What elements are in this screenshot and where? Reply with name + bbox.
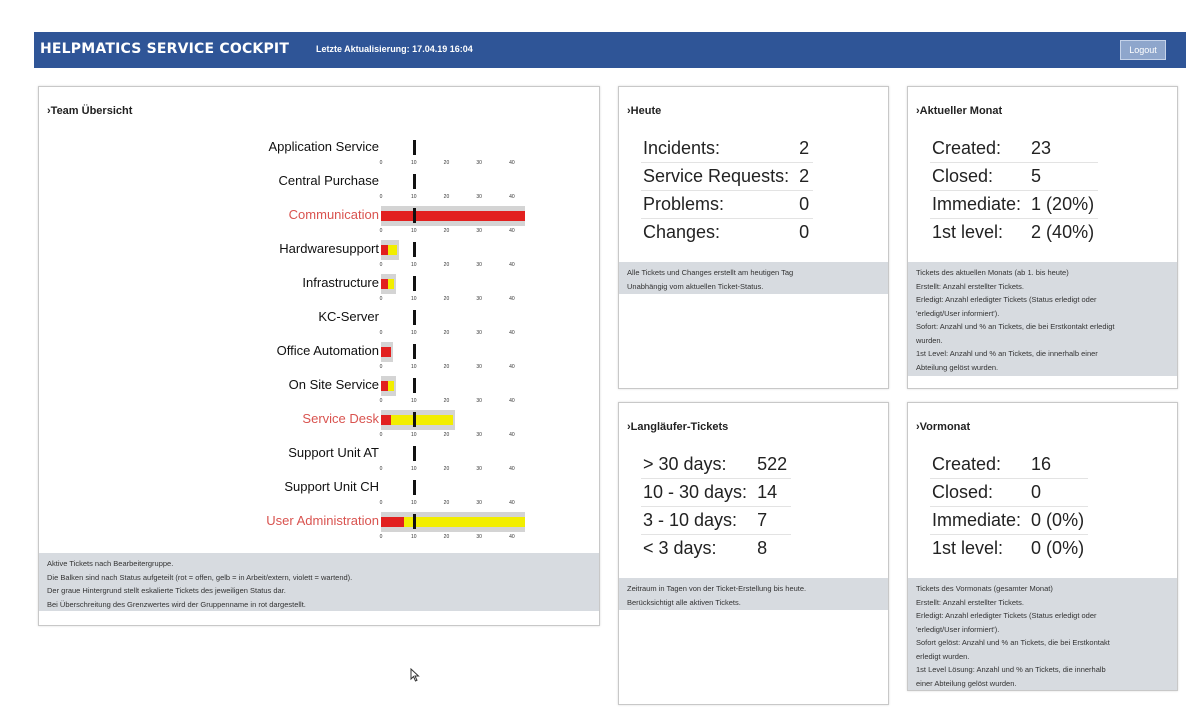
threshold-marker	[413, 174, 416, 189]
in-progress-tickets-bar	[404, 517, 525, 527]
previous-month-panel	[907, 402, 1178, 691]
team-name[interactable]: Service Desk	[302, 411, 379, 426]
team-row	[39, 339, 599, 373]
axis-tick-label: 30	[476, 296, 482, 302]
stat-row	[641, 479, 791, 507]
open-tickets-bar	[381, 415, 391, 425]
app-title: HELPMATICS SERVICE COCKPIT	[40, 41, 290, 57]
stat-row	[641, 535, 791, 563]
footer-line: 'erledigt/User informiert').	[916, 308, 1000, 318]
stat-label: Changes:	[643, 222, 721, 242]
stat-value: 0	[793, 191, 813, 219]
axis-tick-label: 40	[509, 296, 515, 302]
axis-tick-label: 30	[476, 398, 482, 404]
axis-tick-label: 40	[509, 466, 515, 472]
axis-ticks	[381, 364, 525, 372]
threshold-marker	[413, 344, 416, 359]
footer-line: Sofort: Anzahl und % an Tickets, die bei Erstkontakt erledigt	[916, 322, 1115, 331]
footer-line: Erstellt: Anzahl erstellter Tickets.	[916, 281, 1024, 291]
stat-row	[641, 507, 791, 535]
stat-row	[641, 219, 813, 247]
team-name[interactable]: KC-Server	[318, 309, 379, 324]
team-overview-footer	[39, 553, 599, 611]
axis-tick-label: 20	[443, 500, 450, 506]
team-row	[39, 271, 599, 305]
stat-value: 2	[793, 163, 813, 191]
axis-tick-label: 40	[509, 500, 515, 506]
current-month-panel	[907, 86, 1178, 389]
axis-tick-label: 10	[410, 228, 417, 234]
axis-tick-label: 20	[443, 228, 450, 234]
stat-label: Immediate:	[930, 507, 1025, 535]
team-name[interactable]: Office Automation	[276, 343, 379, 358]
footer-line: Sofort gelöst: Anzahl und % an Tickets, die bei Erstkontakt	[916, 638, 1110, 647]
axis-ticks	[381, 296, 525, 304]
threshold-marker	[413, 480, 416, 495]
team-row	[39, 237, 599, 271]
stat-value: 1 (20%)	[1025, 191, 1098, 219]
stat-value: 0 (0%)	[1025, 507, 1088, 535]
long-runner-panel	[618, 402, 889, 705]
axis-tick-label: 30	[476, 330, 482, 336]
axis-tick-label: 20	[443, 432, 450, 438]
axis-ticks	[381, 262, 525, 270]
stat-label: 3 - 10 days:	[641, 507, 751, 535]
stat-value: 522	[751, 451, 791, 479]
axis-tick-label: 40	[509, 534, 515, 540]
team-name[interactable]: Support Unit CH	[284, 479, 379, 494]
in-progress-tickets-bar	[388, 279, 395, 289]
footer-line: Der graue Hintergrund stellt eskalierte Tickets des jeweiligen Status dar.	[47, 586, 286, 595]
team-bar-track	[381, 342, 525, 362]
axis-tick-label: 0	[379, 432, 383, 438]
team-bar-track	[381, 478, 525, 498]
team-name[interactable]: Infrastructure	[302, 275, 379, 290]
footer-line: Die Balken sind nach Status aufgeteilt (rot = offen, gelb = in Arbeit/extern, violett = wartend).	[47, 572, 353, 582]
axis-tick-label: 0	[379, 364, 383, 370]
stat-value: 7	[751, 507, 791, 535]
footer-line: 'erledigt/User informiert').	[916, 624, 1000, 634]
stat-value: 0	[799, 222, 810, 242]
team-bar-track	[381, 206, 525, 226]
open-tickets-bar	[381, 211, 525, 221]
team-name[interactable]: Central Purchase	[278, 173, 379, 188]
axis-tick-label: 30	[476, 500, 482, 506]
stat-label: Incidents:	[641, 135, 793, 163]
axis-tick-label: 30	[476, 364, 482, 370]
axis-tick-label: 40	[509, 398, 515, 404]
footer-line: Tickets des aktuellen Monats (ab 1. bis heute)	[916, 268, 1069, 277]
stat-row	[930, 163, 1098, 191]
stat-label: Problems:	[641, 191, 793, 219]
footer-line: Berücksichtigt alle aktiven Tickets.	[627, 597, 741, 607]
team-row	[39, 169, 599, 203]
team-bar-track	[381, 138, 525, 158]
threshold-marker	[413, 378, 416, 393]
axis-tick-label: 0	[379, 228, 383, 234]
team-bar-track	[381, 240, 525, 260]
axis-tick-label: 0	[379, 262, 383, 268]
axis-tick-label: 40	[509, 262, 515, 268]
mouse-cursor-icon	[410, 668, 420, 687]
team-name[interactable]: User Administration	[266, 513, 379, 528]
footer-line: Tickets des Vormonats (gesamter Monat)	[916, 584, 1053, 593]
current-month-title: ›Aktueller Monat	[916, 105, 1003, 117]
team-name[interactable]: Communication	[288, 207, 379, 222]
axis-ticks	[381, 432, 525, 440]
stat-label: < 3 days:	[643, 538, 717, 558]
axis-tick-label: 10	[410, 160, 417, 166]
axis-tick-label: 10	[410, 262, 417, 268]
team-row	[39, 305, 599, 339]
stat-label: Created:	[930, 451, 1025, 479]
stat-value: 2 (40%)	[1031, 222, 1095, 242]
stat-label: Immediate:	[930, 191, 1025, 219]
footer-line: Aktive Tickets nach Bearbeitergruppe.	[47, 559, 174, 568]
team-bar-track	[381, 410, 525, 430]
last-update-text: Letzte Aktualisierung: 17.04.19 16:04	[316, 44, 473, 54]
stat-label: Service Requests:	[641, 163, 793, 191]
threshold-marker	[413, 446, 416, 461]
stat-row	[930, 535, 1088, 563]
axis-tick-label: 10	[410, 330, 417, 336]
today-title: ›Heute	[627, 105, 662, 117]
team-name[interactable]: On Site Service	[288, 377, 379, 392]
stat-row	[641, 191, 813, 219]
team-overview-title: ›Team Übersicht	[47, 105, 133, 117]
threshold-marker	[413, 412, 416, 427]
axis-tick-label: 10	[410, 466, 417, 472]
axis-tick-label: 0	[379, 534, 383, 540]
footer-line: Erstellt: Anzahl erstellter Tickets.	[916, 597, 1024, 607]
stat-label: 1st level:	[932, 222, 1004, 242]
axis-tick-label: 20	[443, 330, 450, 336]
long-runner-title: ›Langläufer-Tickets	[627, 421, 729, 433]
axis-tick-label: 40	[509, 330, 515, 336]
team-row	[39, 475, 599, 509]
stat-label: > 30 days:	[641, 451, 751, 479]
previous-month-title: ›Vormonat	[916, 421, 971, 433]
footer-line: 1st Level Lösung: Anzahl und % an Tickets, die innerhalb	[916, 665, 1106, 674]
team-rows	[39, 135, 599, 545]
stat-row	[930, 479, 1088, 507]
axis-ticks	[381, 534, 525, 542]
team-bar-track	[381, 444, 525, 464]
axis-tick-label: 10	[410, 432, 417, 438]
footer-line: Erledigt: Anzahl erledigter Tickets (Status erledigt oder	[916, 611, 1097, 620]
previous-month-stats	[930, 451, 1088, 562]
footer-line: einer Abteilung gelöst wurden.	[916, 678, 1017, 688]
threshold-marker	[413, 208, 416, 223]
team-name[interactable]: Support Unit AT	[288, 445, 379, 460]
stat-value: 16	[1025, 451, 1088, 479]
axis-tick-label: 40	[509, 364, 515, 370]
axis-tick-label: 0	[379, 194, 383, 200]
current-month-stats	[930, 135, 1098, 246]
axis-tick-label: 20	[443, 534, 450, 540]
stat-label: 10 - 30 days:	[641, 479, 751, 507]
axis-tick-label: 0	[379, 160, 383, 166]
today-panel	[618, 86, 889, 389]
axis-tick-label: 30	[476, 228, 482, 234]
axis-tick-label: 0	[379, 500, 383, 506]
team-bar-track	[381, 308, 525, 328]
today-stats	[641, 135, 813, 246]
axis-tick-label: 20	[443, 296, 450, 302]
axis-tick-label: 0	[379, 398, 383, 404]
long-runner-footer	[619, 578, 888, 610]
in-progress-tickets-bar	[388, 381, 395, 391]
axis-tick-label: 0	[379, 296, 383, 302]
long-runner-stats	[641, 451, 791, 562]
axis-tick-label: 20	[443, 160, 450, 166]
team-bar-track	[381, 376, 525, 396]
axis-ticks	[381, 194, 525, 202]
logout-button[interactable]: Logout	[1120, 40, 1166, 60]
team-row	[39, 509, 599, 543]
stat-row	[930, 451, 1088, 479]
team-name[interactable]: Hardwaresupport	[279, 241, 379, 256]
stat-row	[641, 135, 813, 163]
axis-tick-label: 20	[443, 262, 450, 268]
axis-tick-label: 10	[410, 534, 417, 540]
footer-line: Bei Überschreitung des Grenzwertes wird der Gruppenname in rot dargestellt.	[47, 599, 306, 609]
footer-line: Erledigt: Anzahl erledigter Tickets (Status erledigt oder	[916, 295, 1097, 304]
axis-tick-label: 30	[476, 432, 482, 438]
axis-tick-label: 10	[410, 296, 417, 302]
axis-tick-label: 40	[509, 194, 515, 200]
axis-tick-label: 40	[509, 160, 515, 166]
threshold-marker	[413, 276, 416, 291]
stat-row	[930, 191, 1098, 219]
stat-row	[930, 219, 1098, 247]
stat-value: 8	[757, 538, 768, 558]
threshold-marker	[413, 310, 416, 325]
stat-label: Closed:	[930, 163, 1025, 191]
stat-value: 5	[1025, 163, 1098, 191]
threshold-marker	[413, 140, 416, 155]
stat-value: 14	[751, 479, 791, 507]
stat-value: 2	[793, 135, 813, 163]
team-row	[39, 407, 599, 441]
axis-tick-label: 20	[443, 398, 450, 404]
axis-tick-label: 0	[379, 330, 383, 336]
team-name[interactable]: Application Service	[268, 139, 379, 154]
stat-label: 1st level:	[932, 538, 1004, 558]
stat-label: Created:	[930, 135, 1025, 163]
axis-ticks	[381, 330, 525, 338]
axis-ticks	[381, 500, 525, 508]
header-bar	[34, 32, 1186, 68]
axis-tick-label: 40	[509, 432, 515, 438]
axis-tick-label: 30	[476, 534, 482, 540]
team-bar-track	[381, 512, 525, 532]
axis-ticks	[381, 466, 525, 474]
stat-value: 0 (0%)	[1031, 538, 1085, 558]
current-month-footer	[908, 262, 1177, 376]
axis-tick-label: 30	[476, 262, 482, 268]
footer-line: 1st Level: Anzahl und % an Tickets, die innerhalb einer	[916, 349, 1098, 358]
team-row	[39, 441, 599, 475]
footer-line: Alle Tickets und Changes erstellt am heutigen Tag	[627, 268, 794, 277]
today-footer	[619, 262, 888, 294]
threshold-marker	[413, 242, 416, 257]
axis-tick-label: 30	[476, 194, 482, 200]
stat-row	[930, 135, 1098, 163]
stat-label: Closed:	[930, 479, 1025, 507]
footer-line: Zeitraum in Tagen von der Ticket-Erstellung bis heute.	[627, 584, 807, 593]
footer-line: erledigt wurden.	[916, 651, 970, 661]
open-tickets-bar	[381, 517, 404, 527]
axis-tick-label: 10	[410, 364, 417, 370]
axis-tick-label: 0	[379, 466, 383, 472]
stat-value: 23	[1025, 135, 1098, 163]
stat-row	[930, 507, 1088, 535]
stat-value: 0	[1025, 479, 1088, 507]
in-progress-tickets-bar	[388, 245, 398, 255]
in-progress-tickets-bar	[391, 415, 453, 425]
team-bar-track	[381, 172, 525, 192]
previous-month-footer	[908, 578, 1177, 690]
team-row	[39, 135, 599, 169]
axis-ticks	[381, 398, 525, 406]
axis-tick-label: 20	[443, 194, 450, 200]
axis-ticks	[381, 160, 525, 168]
footer-line: wurden.	[916, 335, 943, 345]
team-row	[39, 373, 599, 407]
axis-tick-label: 10	[410, 398, 417, 404]
open-tickets-bar	[381, 347, 391, 357]
axis-tick-label: 10	[410, 194, 417, 200]
team-overview-panel	[38, 86, 600, 626]
axis-ticks	[381, 228, 525, 236]
team-bar-track	[381, 274, 525, 294]
threshold-marker	[413, 514, 416, 529]
axis-tick-label: 20	[443, 466, 450, 472]
stat-row	[641, 163, 813, 191]
axis-tick-label: 20	[443, 364, 450, 370]
axis-tick-label: 40	[509, 228, 515, 234]
axis-tick-label: 30	[476, 160, 482, 166]
team-row	[39, 203, 599, 237]
axis-tick-label: 10	[410, 500, 417, 506]
footer-line: Abteilung gelöst wurden.	[916, 362, 999, 372]
axis-tick-label: 30	[476, 466, 482, 472]
footer-line: Unabhängig vom aktuellen Ticket-Status.	[627, 281, 764, 291]
stat-row	[641, 451, 791, 479]
